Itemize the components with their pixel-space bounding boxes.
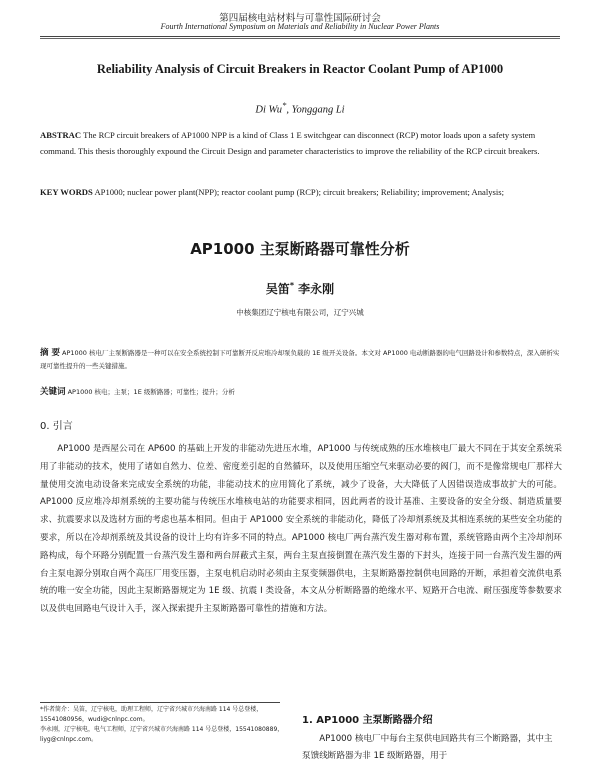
section-0-heading: 0. 引言: [40, 421, 73, 432]
english-abstract-label: ABSTRAC: [40, 130, 82, 140]
footnote-rule: [40, 702, 280, 703]
english-title: Reliability Analysis of Circuit Breakers in Reactor Coolant Pump of AP1000: [96, 62, 504, 76]
chinese-abstract: [40, 347, 560, 373]
chinese-keywords-label: 关键词: [40, 387, 66, 397]
english-keywords-text: AP1000; nuclear power plant(NPP); reactor coolant pump (RCP); circuit breakers; Reliability; improvement; Analysis;: [92, 187, 505, 197]
chinese-author-wu-di: 吴笛: [265, 282, 290, 296]
footnote-author-1: *作者简介：吴笛，辽宁核电，助理工程师，辽宁省兴城市兴海南路 114 号总登楼，15541080956，wudi@cnlnpc.com。: [40, 706, 263, 723]
running-header-chinese: 第四届核电站材料与可靠性国际研讨会: [219, 13, 381, 24]
chinese-keywords: [40, 385, 560, 397]
footnote-author-2: 李永刚，辽宁核电，电气工程师，辽宁省兴城市兴海南路 114 号总登楼，15541080889，liyg@cnlnpc.com。: [40, 726, 284, 743]
author-mark: *: [281, 100, 287, 110]
chinese-abstract-label: 摘 要: [40, 348, 60, 358]
author-separator: ,: [286, 104, 292, 116]
running-header-english: Fourth International Symposium on Materials and Reliability in Nuclear Power Plants: [160, 22, 440, 31]
author-yonggang-li: Yonggang Li: [291, 104, 345, 116]
author-di-wu: Di Wu: [255, 104, 282, 116]
chinese-title: AP1000 主泵断路器可靠性分析: [190, 240, 410, 258]
chinese-author-li-yonggang: 李永刚: [294, 282, 335, 296]
english-abstract-text: The RCP circuit breakers of AP1000 NPP is a kind of Class 1 E switchgear can disconnect (RCP) motor loads upon a safety system command. This thesis thoroughly expound the Circuit Design and parameter characteristics to improve the reliability of the RCP circuit breakers.: [40, 130, 540, 156]
chinese-affiliation: 中核集团辽宁核电有限公司，辽宁兴城: [236, 308, 364, 317]
chinese-author-mark: *: [289, 281, 294, 290]
header-rule-thin: [40, 38, 560, 39]
english-keywords: [40, 183, 560, 201]
chinese-authors: [0, 280, 600, 297]
section-1-paragraph: AP1000 核电厂中每台主泵供电回路共有三个断路器，其中主泵馈线断路器为非 1E 级断路器，用于: [302, 734, 553, 761]
introduction-paragraph: AP1000 是西屋公司在 AP600 的基础上开发的非能动先进压水堆，AP1000 与传统成熟的压水堆核电厂最大不同在于其安全系统采用了非能动的技术，使用了诸如自然力、位差、密度差引起的自然循环，以及使用压缩空气来驱动必要的阀门，而不是像常规电厂那样大量使用交流电动设备来完成安全系统的功能，非能动技术的应用简化了系统，减少了设备，大大降低了人因错误造成事故扩大的可能。AP1000 反应堆冷却剂系统的主要功能与传统压水堆核电站的功能要求相同，因此两者的设计基准、主要设备的安全分级、制造质量要求、抗震要求以及选材方面的考虑也基本相同。但由于 AP1000 安全系统的非能动化，降低了冷却剂系统及其相连系统的某些安全功能的要求，所以在冷却剂系统及其设备的设计上均有许多不同的特点。AP1000 核电厂两台蒸汽发生器对称布置，系统管路由两个主冷却剂环路构成，每个环路分别配置一台蒸汽发生器和两台屏蔽式主泵，两台主泵直接倒置在蒸汽发生器的下封头，连接于同一台蒸汽发生器的两台主泵电源分别取自两个高压厂用变压器，主泵电机启动时必须由主泵变频器供电，主泵断路器控制供电回路的开断，承担着交流供电系统的唯一安全功能，因此主泵断路器规定为 1E 级、抗震 I 类设备，本文从分析断路器的绝缘水平、短路开合电流、耐压强度等参数要求以及供电回路电气设计入手，深入探索提升主泵断路器可靠性的措施和方法。: [40, 444, 562, 615]
section-0-body: [40, 441, 562, 619]
footnote: [40, 705, 285, 745]
english-abstract: [40, 127, 560, 159]
header-rule: [40, 36, 560, 37]
chinese-keywords-text: AP1000 核电；主泵；1E 级断路器；可靠性；提升；分析: [65, 388, 235, 396]
section-1-body: [302, 731, 560, 765]
english-keywords-label: KEY WORDS: [40, 187, 93, 197]
english-authors: [0, 100, 600, 116]
chinese-abstract-text: AP1000 核电厂主泵断路器是一种可以在安全系统控制下可靠断开反应堆冷却泵负载的 1E 级开关设备。本文对 AP1000 电动断路器的电气回路设计和参数特点，深入研析实现可靠性提升的一些关键措施。: [40, 349, 560, 370]
section-1-heading: 1. AP1000 主泵断路器介绍: [302, 715, 433, 726]
